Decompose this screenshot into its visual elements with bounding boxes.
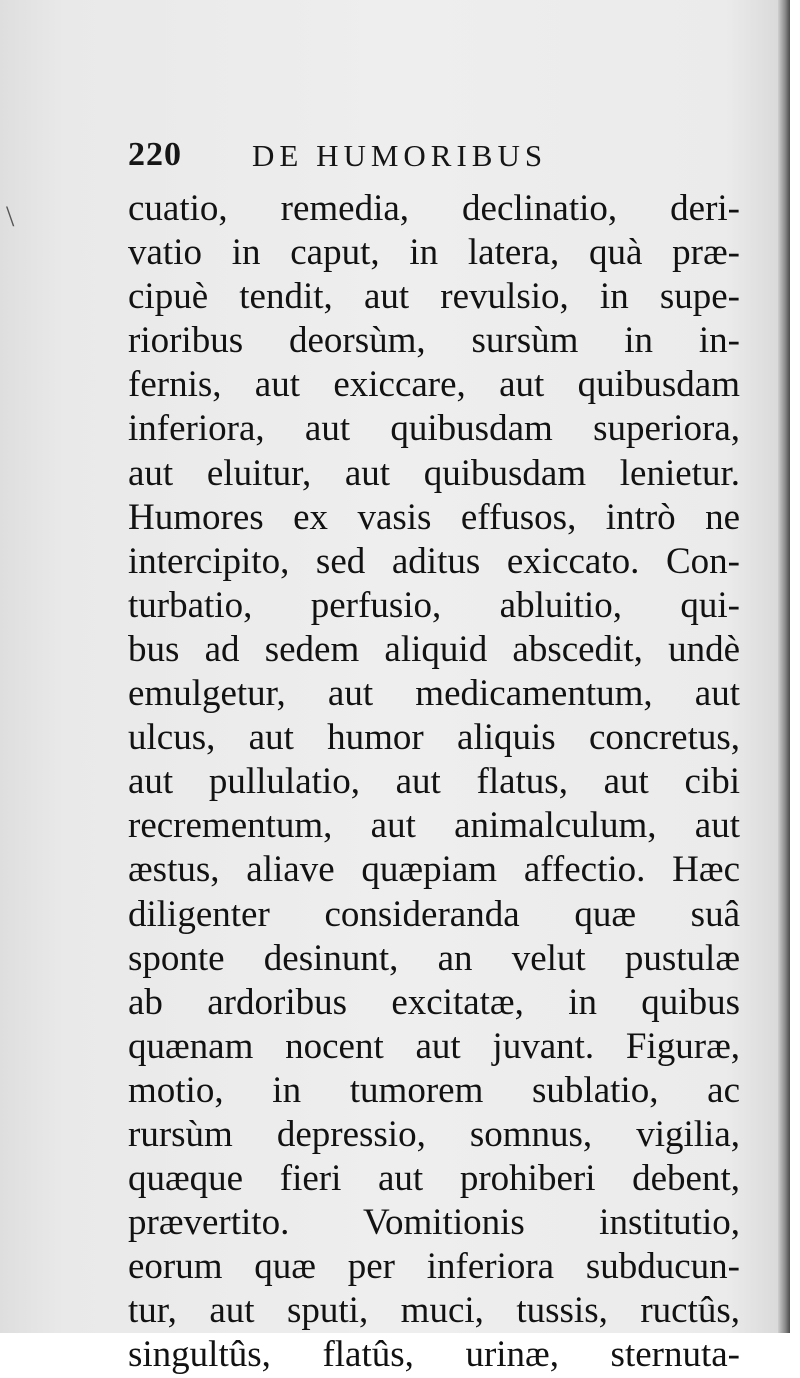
text-line: quæque fieri aut prohiberi debent, [128, 1158, 740, 1200]
text-line: tur, aut sputi, muci, tussis, ructûs, [128, 1290, 740, 1332]
text-line: vatio in caput, in latera, quà præ- [128, 232, 740, 274]
text-line: inferiora, aut quibusdam superiora, [128, 408, 740, 450]
text-line: aut eluitur, aut quibusdam lenietur. [128, 452, 740, 494]
text-line: sponte desinunt, an velut pustulæ [128, 937, 740, 979]
text-line: cuatio, remedia, declinatio, deri- [128, 188, 740, 229]
text-line: motio, in tumorem sublatio, ac [128, 1069, 740, 1111]
text-line: intercipito, sed aditus exiccato. Con- [128, 540, 740, 582]
text-line: diligenter consideranda quæ suâ [128, 893, 740, 935]
text-line: cipuè tendit, aut revulsio, in supe- [128, 276, 740, 318]
running-title: DE HUMORIBUS [252, 138, 548, 173]
text-line: bus ad sedem aliquid abscedit, undè [128, 628, 740, 670]
margin-tick-mark: \ [6, 200, 15, 233]
text-line: turbatio, perfusio, abluitio, qui- [128, 584, 740, 626]
text-line: fernis, aut exiccare, aut quibusdam [128, 364, 740, 406]
text-line: recrementum, aut animalculum, aut [128, 805, 740, 847]
text-line: emulgetur, aut medicamentum, aut [128, 673, 740, 715]
text-line: aut pullulatio, aut flatus, aut cibi [128, 761, 740, 803]
text-line: prævertito. Vomitionis institutio, [128, 1202, 740, 1244]
text-line: Humores ex vasis effusos, intrò ne [128, 496, 740, 538]
text-line: ab ardoribus excitatæ, in quibus [128, 981, 740, 1023]
text-line: æstus, aliave quæpiam affectio. Hæc [128, 849, 740, 891]
text-line: singultûs, flatûs, urinæ, sternuta- [128, 1334, 740, 1376]
page-number: 220 [128, 136, 182, 173]
text-line: ulcus, aut humor aliquis concretus, [128, 717, 740, 759]
running-head [128, 136, 688, 180]
text-line: eorum quæ per inferiora subducun- [128, 1246, 740, 1288]
page-edge-shadow [778, 0, 790, 1333]
body-text [128, 187, 740, 1378]
text-line: rioribus deorsùm, sursùm in in- [128, 320, 740, 362]
text-line: rursùm depressio, somnus, vigilia, [128, 1113, 740, 1155]
text-line: quænam nocent aut juvant. Figuræ, [128, 1025, 740, 1067]
